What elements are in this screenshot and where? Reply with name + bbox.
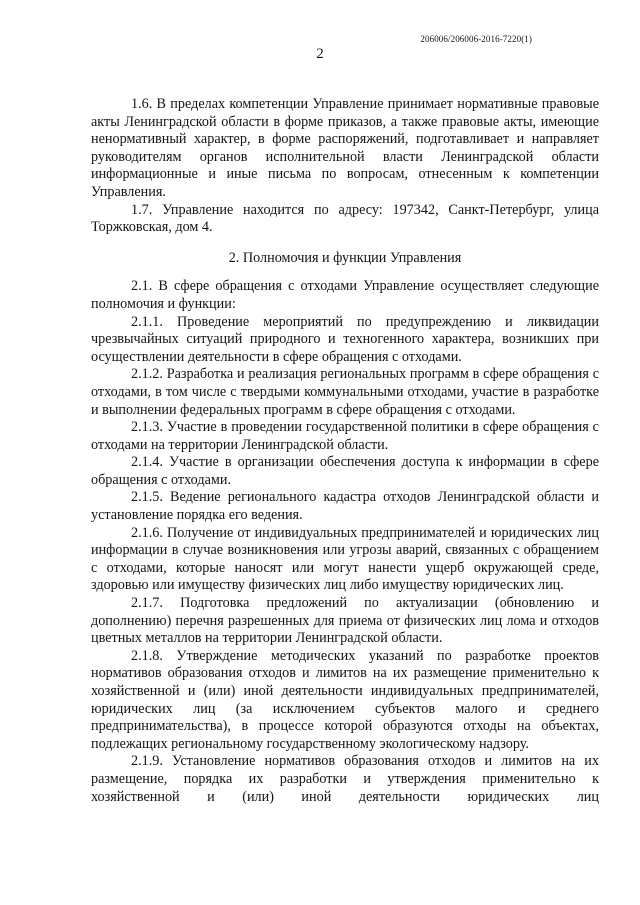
paragraph-2-1-2: 2.1.2. Разработка и реализация региональных программ в сфере обращения с отходами, в том числе с твердыми коммунальными отходами, участие в разработке и выполнении федеральных программ в сфере обращения с отходами. — [91, 366, 599, 418]
paragraph-2-1-9: 2.1.9. Установление нормативов образования отходов и лимитов на их размещение, порядка их разработки и утверждения применительно к хозяйственной и (или) иной деятельности юридических лиц — [91, 753, 599, 805]
paragraph-2-1-8: 2.1.8. Утверждение методических указаний по разработке проектов нормативов образования отходов и лимитов на их размещение применительно к хозяйственной и (или) иной деятельности индивидуальных предпринимателей, юридических лиц (за исключением субъектов малого и среднего предпринимательства), в процессе которой образуются отходы на объектах, подлежащих региональному государственному экологическому надзору. — [91, 647, 599, 752]
paragraph-1-7: 1.7. Управление находится по адресу: 197342, Санкт-Петербург, улица Торжковская, дом 4. — [91, 201, 599, 236]
paragraph-2-1-1: 2.1.1. Проведение мероприятий по предупреждению и ликвидации чрезвычайных ситуаций природного и техногенного характера, возникших при осуществлении деятельности в сфере обращения с отходами. — [91, 313, 599, 365]
paragraph-2-1-7: 2.1.7. Подготовка предложений по актуализации (обновлению и дополнению) перечня разрешенных для приема от физических лиц лома и отходов цветных металлов на территории Ленинградской области. — [91, 595, 599, 647]
paragraph-2-1-3: 2.1.3. Участие в проведении государственной политики в сфере обращения с отходами на территории Ленинградской области. — [91, 419, 599, 453]
paragraph-2-1-6: 2.1.6. Получение от индивидуальных предпринимателей и юридических лиц информации в случае возникновения или угрозы аварий, связанных с обращением с отходами, которые наносят или могут нанести ущерб окружающей среде, здоровью или имуществу физических лиц либо имуществу юридических лиц. — [91, 524, 599, 594]
document-id: 206006/206006-2016-7220(1) — [420, 34, 532, 44]
section-heading: 2. Полномочия и функции Управления — [228, 249, 462, 266]
paragraph-2-1-4: 2.1.4. Участие в организации обеспечения доступа к информации в сфере обращения с отходами. — [91, 454, 599, 488]
paragraph-2-1-5: 2.1.5. Ведение регионального кадастра отходов Ленинградской области и установление порядка его ведения. — [91, 489, 599, 524]
paragraph-1-6: 1.6. В пределах компетенции Управление принимает нормативные правовые акты Ленинградской области в форме приказов, а также правовые акты, имеющие ненормативный характер, в форме распоряжений, подготавливает и направляет руководителям органов исполнительной власти Ленинградской области информационные и иные письма по вопросам, отнесенным к компетенции Управления. — [91, 96, 599, 200]
paragraph-2-1: 2.1. В сфере обращения с отходами Управление осуществляет следующие полномочия и функции: — [91, 278, 599, 312]
page-number: 2 — [316, 46, 324, 62]
document-body — [91, 96, 599, 806]
